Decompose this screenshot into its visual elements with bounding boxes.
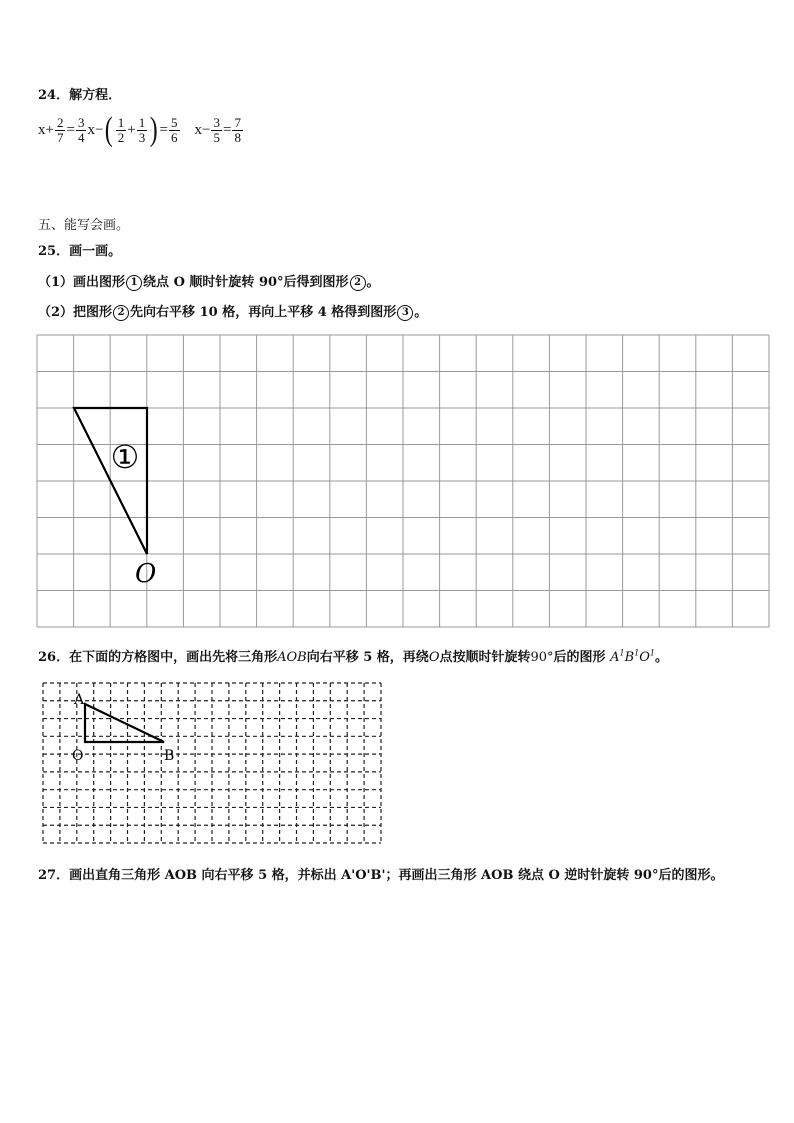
q25-step1: （1）画出图形 1 绕点 O 顺时针旋转 90°后得到图形 2 。	[38, 275, 380, 290]
eq1-frac-2-7: $\frac{2}{7}$	[56, 114, 64, 145]
eq1-plus2: +	[127, 121, 136, 138]
q26-grid	[40, 680, 384, 846]
eq2-equals: =	[222, 121, 232, 138]
q26-text: 26．在下面的方格图中，画出先将三角形AOB向右平移 5 格，再绕O点按顺时针旋转90°后的图形 $A^1B^1O^1$。	[38, 648, 669, 665]
q25-step2: （2）把图形 2 先向右平移 10 格，再向上平移 4 格得到图形 3 。	[38, 305, 428, 320]
eq2-minus: −	[202, 121, 211, 138]
eq1-frac-5-6: $\frac{5}{6}$	[171, 114, 178, 145]
label-b: B	[164, 748, 175, 764]
shape-2-marker: 2	[113, 305, 129, 321]
right-paren: )	[149, 111, 158, 148]
triangle-1-label: ①	[110, 438, 140, 476]
label-o: O	[72, 748, 84, 764]
eq1-minus: −	[94, 121, 104, 138]
eq2-frac-7-8: $\frac{7}{8}$	[234, 114, 241, 145]
equation-row	[38, 110, 244, 150]
shape-2-marker: 2	[350, 275, 366, 291]
eq2-x: x	[194, 121, 202, 138]
eq1-frac-1-3: $\frac{1}{3}$	[138, 114, 146, 145]
eq1-equals: =	[66, 121, 75, 138]
section-title: 五、能写会画。	[38, 218, 130, 233]
label-a: A	[74, 692, 85, 708]
q27-text: 27．画出直角三角形 AOB 向右平移 5 格，并标出 A'O'B'；再画出三角形 AOB 绕点 O 逆时针旋转 90°后的图形。	[38, 868, 724, 883]
eq1-x: x	[38, 121, 46, 138]
left-paren: (	[105, 111, 114, 148]
eq1-x2: x	[87, 121, 95, 138]
eq1-equals2: =	[159, 121, 168, 138]
eq1-plus: +	[45, 121, 54, 138]
q25-title: 25．画一画。	[38, 244, 122, 259]
shape-3-marker: 3	[397, 305, 413, 321]
triangle-aob	[85, 704, 164, 742]
eq1-frac-3-4: $\frac{3}{4}$	[77, 114, 85, 145]
eq1-frac-1-2: $\frac{1}{2}$	[117, 114, 125, 145]
q24-title: 24．解方程．	[38, 88, 122, 103]
shape-1-marker: 1	[126, 275, 142, 291]
q25-grid	[36, 334, 770, 630]
point-o-label: O	[135, 559, 157, 589]
eq2-frac-3-5: $\frac{3}{5}$	[213, 114, 220, 145]
